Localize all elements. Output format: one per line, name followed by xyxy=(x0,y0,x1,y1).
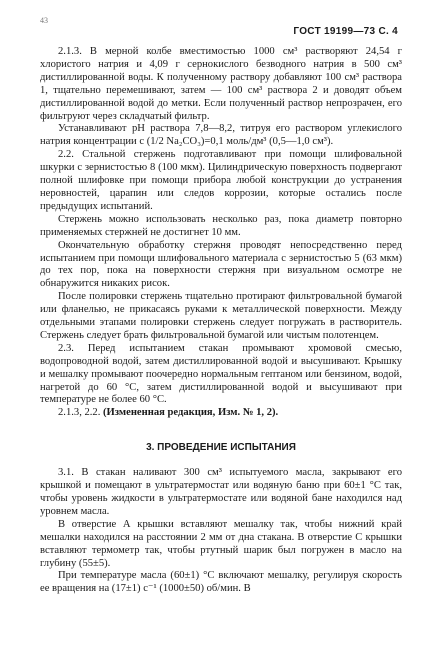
amendment-note xyxy=(40,407,402,420)
section-heading: 3. ПРОВЕДЕНИЕ ИСПЫТАНИЯ xyxy=(146,442,296,454)
paragraph-2-3: 2.3. Перед испытанием стакан промывают хромовой смесью, водопроводной водой, затем дистиллированной водой и высушивают. Крышку и мешалку промывают поочередно нормальным гептаном или бензином, водой, нагретой до 60 °С, затем дистиллированной водой и высушивают при температуре не более 60 °С. xyxy=(40,342,402,406)
paragraph-2-1-3: 2.1.3. В мерной колбе вместимостью 1000 см³ растворяют 24,54 г хлористого натрия и 4,09 г сернокислого безводного натрия в 500 см³ дистиллированной воды. К полученному раствору добавляют 100 см³ раствора 1, тщательно перемешивают, затем — 100 см³ раствора 2 и доводят объем дистиллированной водой до метки. Если полученный раствор непрозрачен, его фильтруют через складчатый фильтр. xyxy=(40,46,402,122)
paragraph-polishing: После полировки стержень тщательно протирают фильтровальной бумагой или фланелью, не прикасаясь руками к металлической поверхности. Между отдельными этапами полировки стержень следует погружать в растворитель. Стержень следует брать фильтровальной бумагой или чистым полотенцем. xyxy=(40,291,402,341)
running-head: ГОСТ 19199—73 С. 4 xyxy=(293,26,398,37)
paragraph-temperature: При температуре масла (60±1) °С включают мешалку, регулируя скорость ее вращения на (17±1) с⁻¹ (1000±50) об/мин. В xyxy=(40,570,402,595)
amendment-prefix: 2.1.3, 2.2. xyxy=(58,407,104,419)
paragraph-ph: Устанавливают рН раствора 7,8—8,2, титруя его раствором углекислого натрия концентрации с (1/2 Na₂CO₃)=0,1 моль/дм³ (0,5—1,0 см³). xyxy=(40,123,402,148)
amendment-label: (Измененная редакция, Изм. № 1, 2). xyxy=(103,407,279,419)
paragraph-final-treatment: Окончательную обработку стержня проводят непосредственно перед испытанием при помощи шлифовального материала с зернистостью 5 (63 мкм) до тех пор, пока на поверхности стержня при визуальном осмотре не обнаружится никаких рисок. xyxy=(40,239,402,290)
paragraph-3-1: 3.1. В стакан наливают 300 см³ испытуемого масла, закрывают его крышкой и помещают в ультратермостат или водяную баню при 60±1 °С так, чтобы уровень жидкости в ультратермостате или водяной бане находился над уровнем масла. xyxy=(40,467,402,517)
paragraph-hole-a: В отверстие А крышки вставляют мешалку так, чтобы нижний край мешалки находился на расстоянии 2 мм от дна стакана. В отверстие С крышки вставляют термометр так, чтобы ртутный шарик был погружен в масло на глубину (55±5). xyxy=(40,518,402,569)
paragraph-rod-reuse: Стержень можно использовать несколько раз, пока диаметр повторно применяемых стержней не достигнет 10 мм. xyxy=(40,213,402,238)
document-body xyxy=(40,46,402,596)
paragraph-2-2: 2.2. Стальной стержень подготавливают при помощи шлифовальной шкурки с зернистостью 8 (100 мкм). Цилиндрическую поверхность подвергают полной шлифовке при помощи прибора любой конструкции до устранения неровностей, царапин или следов коррозии, которые остались после предыдущих испытаний. xyxy=(40,149,402,212)
corner-mark: 43 xyxy=(40,16,48,25)
